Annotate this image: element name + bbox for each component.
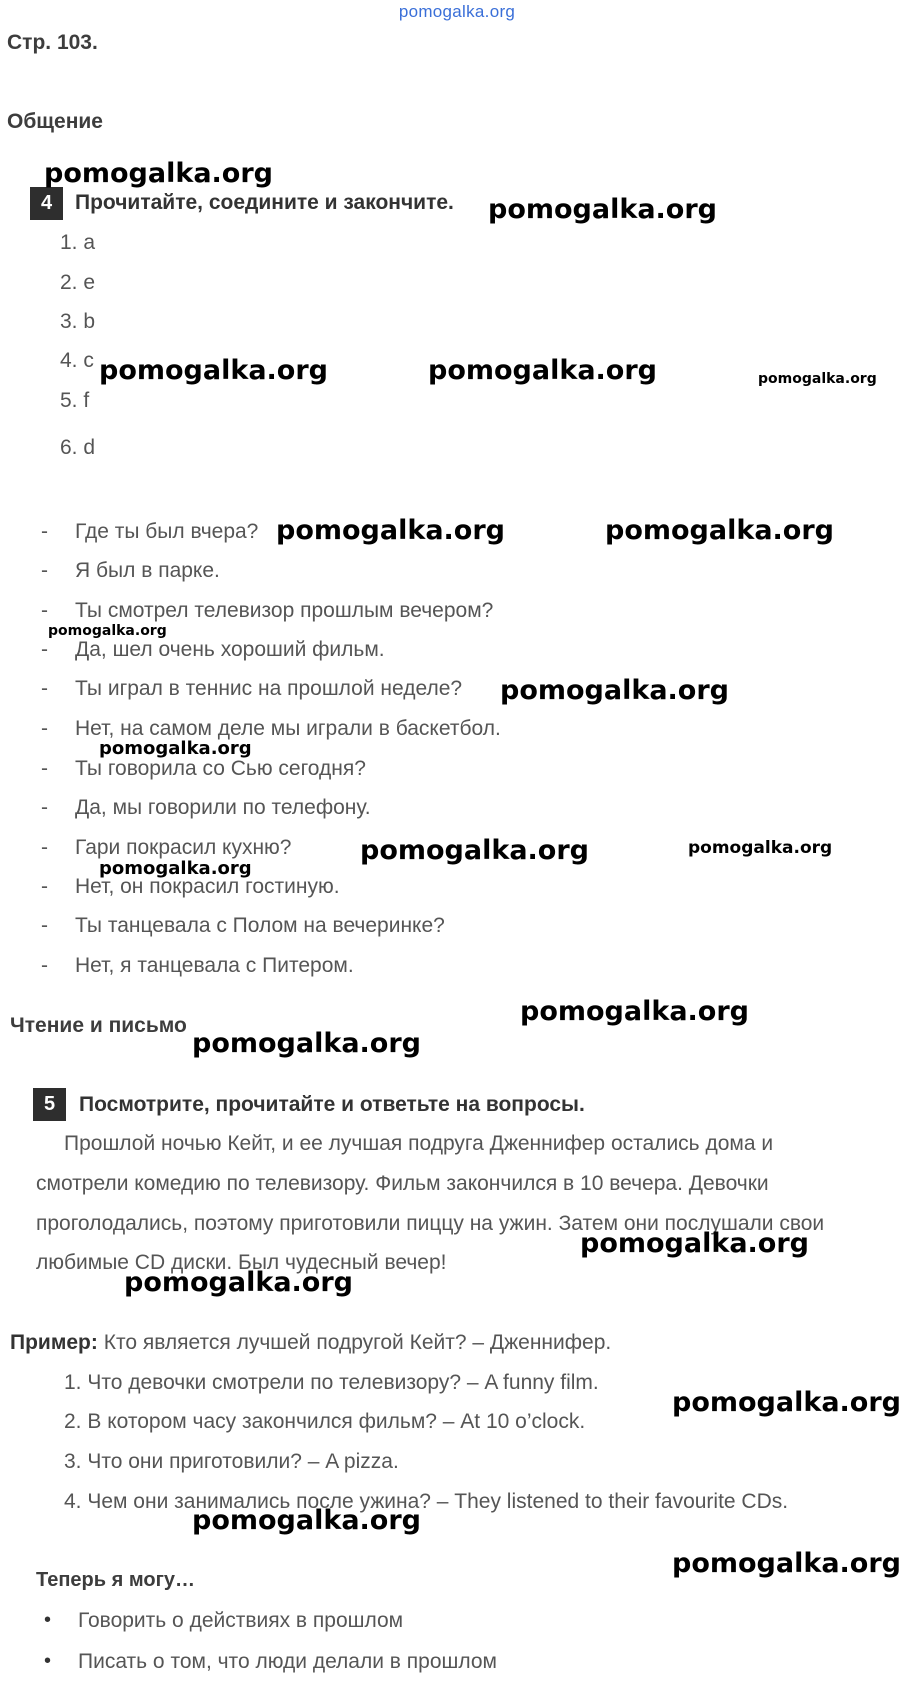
dialogue-dash: - (41, 757, 48, 780)
dialogue-line: Ты играл в теннис на прошлой неделе? (75, 677, 463, 700)
watermark: pomogalka.org (99, 858, 252, 879)
answer-item: 4. c (60, 349, 94, 372)
example-text: Кто является лучшей подругой Кейт? – Дженнифер. (97, 1331, 612, 1354)
answer-item: 1. a (60, 231, 96, 254)
watermark: pomogalka.org (360, 835, 589, 866)
dialogue-line: Ты танцевала с Полом на вечеринке? (75, 914, 445, 937)
question-item: 2. В котором часу закончился фильм? – At 10 o’clock. (64, 1410, 586, 1433)
answer-item: 3. b (60, 310, 96, 333)
dialogue-dash: - (41, 638, 48, 661)
paragraph-line: любимые CD диски. Был чудесный вечер! (36, 1251, 447, 1274)
watermark: pomogalka.org (276, 515, 505, 546)
watermark: pomogalka.org (672, 1387, 901, 1418)
watermark: pomogalka.org (124, 1267, 353, 1298)
question-item: 4. Чем они занимались после ужина? – They listened to their favourite CDs. (64, 1490, 789, 1513)
watermark: pomogalka.org (44, 158, 273, 189)
dialogue-dash: - (41, 520, 48, 543)
section-heading-communication: Общение (7, 110, 103, 133)
watermark: pomogalka.org (192, 1505, 421, 1536)
watermark: pomogalka.org (99, 738, 252, 759)
watermark: pomogalka.org (428, 355, 657, 386)
section-heading-reading: Чтение и письмо (10, 1014, 187, 1037)
question-item: 3. Что они приготовили? – A pizza. (64, 1450, 399, 1473)
task-title: Посмотрите, прочитайте и ответьте на вопросы. (79, 1093, 585, 1116)
dialogue-dash: - (41, 599, 48, 622)
answer-item: 2. e (60, 271, 96, 294)
watermark: pomogalka.org (605, 515, 834, 546)
watermark: pomogalka.org (192, 1028, 421, 1059)
watermark: pomogalka.org (688, 838, 833, 858)
dialogue-line: Да, мы говорили по телефону. (75, 796, 371, 819)
watermark: pomogalka.org (500, 675, 729, 706)
answer-item: 5. f (60, 389, 90, 412)
task-title: Прочитайте, соедините и закончите. (75, 191, 454, 214)
dialogue-line: Да, шел очень хороший фильм. (75, 638, 385, 661)
dialogue-dash: - (41, 717, 48, 740)
paragraph-line: Прошлой ночью Кейт, и ее лучшая подруга Дженнифер остались дома и (64, 1132, 774, 1155)
task-number-badge: 5 (33, 1088, 66, 1121)
watermark: pomogalka.org (488, 194, 717, 225)
bullet-icon: • (44, 1609, 52, 1631)
watermark: pomogalka.org (672, 1548, 901, 1579)
dialogue-dash: - (41, 836, 48, 859)
dialogue-line: Нет, он покрасил гостиную. (75, 875, 340, 898)
dialogue-line: Ты говорила со Сью сегодня? (75, 757, 366, 780)
dialogue-line: Нет, на самом деле мы играли в баскетбол. (75, 717, 501, 740)
top-watermark: pomogalka.org (398, 2, 516, 21)
can-do-item: Писать о том, что люди делали в прошлом (78, 1650, 497, 1673)
watermark: pomogalka.org (99, 355, 328, 386)
can-do-heading: Теперь я могу… (36, 1569, 196, 1591)
answer-item: 6. d (60, 436, 96, 459)
paragraph-line: смотрели комедию по телевизору. Фильм закончился в 10 вечера. Девочки (36, 1172, 769, 1195)
dialogue-line: Где ты был вчера? (75, 520, 259, 543)
dialogue-dash: - (41, 559, 48, 582)
bullet-icon: • (44, 1650, 52, 1672)
watermark: pomogalka.org (758, 371, 877, 387)
dialogue-dash: - (41, 677, 48, 700)
watermark: pomogalka.org (520, 996, 749, 1027)
dialogue-line: Ты смотрел телевизор прошлым вечером? (75, 599, 494, 622)
task-number-badge: 4 (30, 187, 63, 220)
dialogue-dash: - (41, 954, 48, 977)
page-reference: Стр. 103. (7, 31, 98, 54)
watermark: pomogalka.org (48, 623, 167, 639)
example-label: Пример: (10, 1331, 98, 1354)
dialogue-dash: - (41, 796, 48, 819)
example-line (10, 1331, 611, 1355)
dialogue-line: Нет, я танцевала с Питером. (75, 954, 354, 977)
dialogue-dash: - (41, 875, 48, 898)
dialogue-dash: - (41, 914, 48, 937)
paragraph-line: проголодались, поэтому приготовили пиццу на ужин. Затем они послушали свои (36, 1212, 825, 1235)
watermark: pomogalka.org (580, 1228, 809, 1259)
question-item: 1. Что девочки смотрели по телевизору? – A funny film. (64, 1371, 599, 1394)
dialogue-line: Гари покрасил кухню? (75, 836, 292, 859)
can-do-item: Говорить о действиях в прошлом (78, 1609, 404, 1632)
dialogue-line: Я был в парке. (75, 559, 220, 582)
